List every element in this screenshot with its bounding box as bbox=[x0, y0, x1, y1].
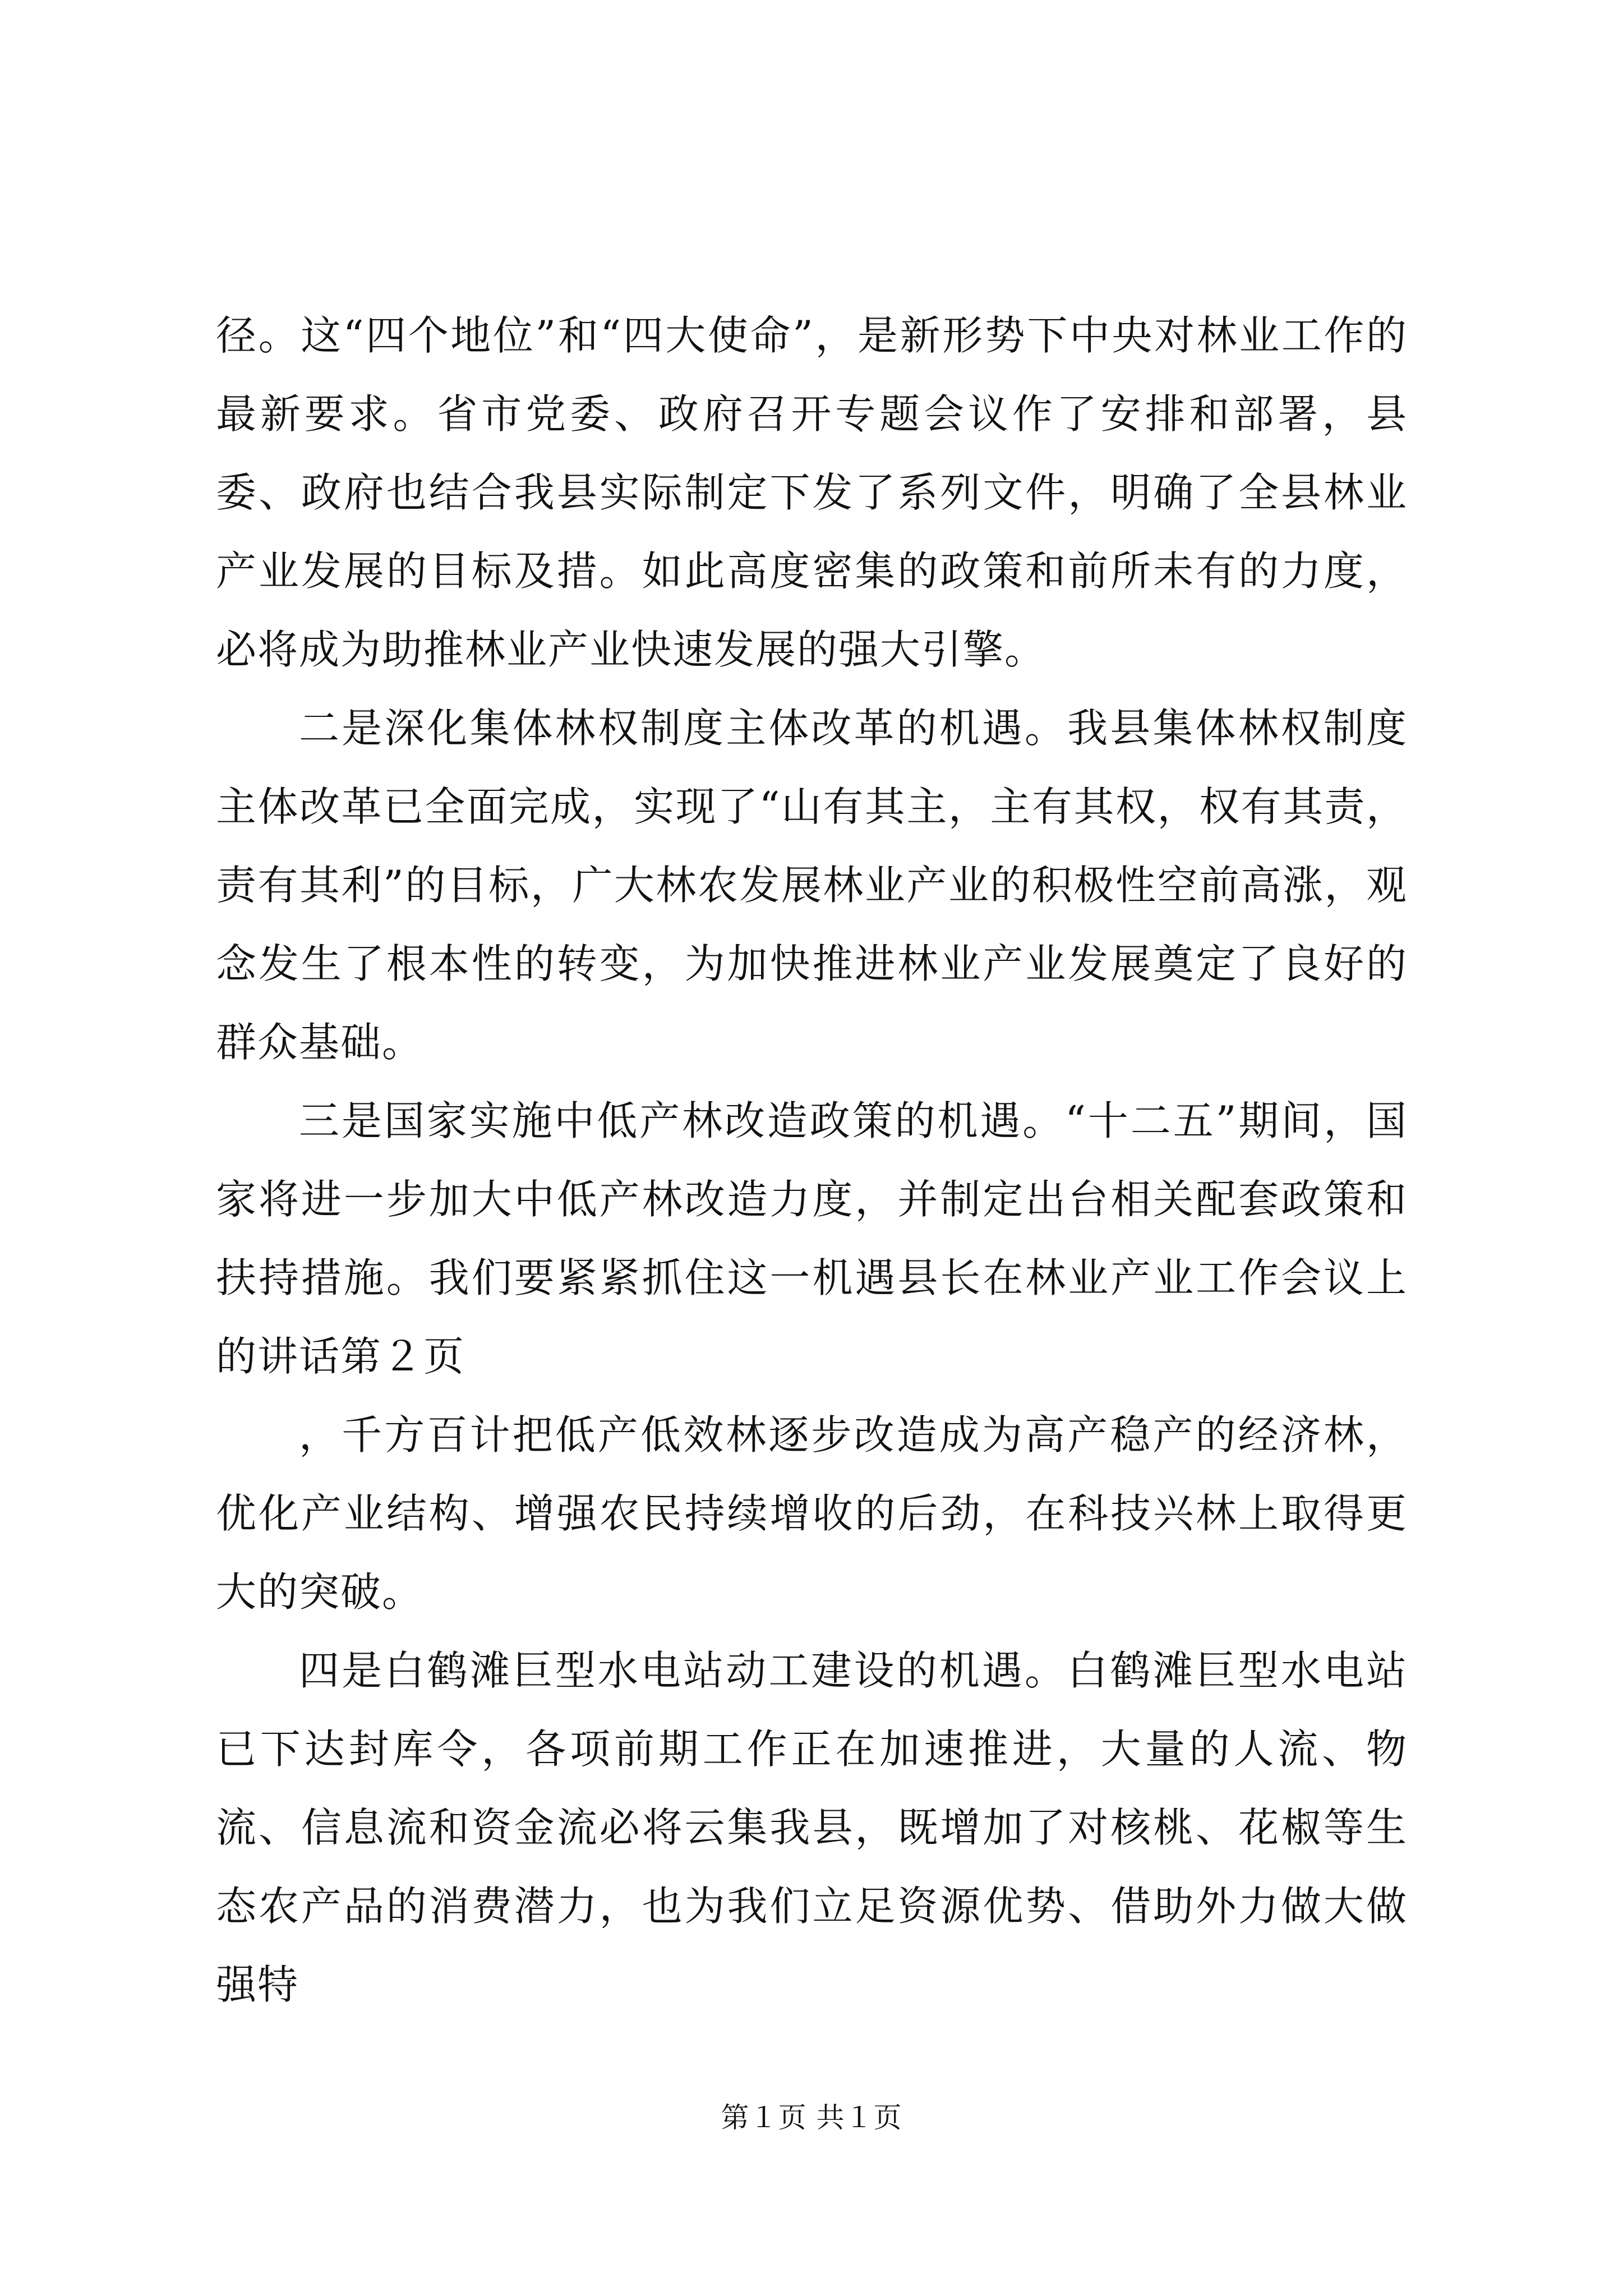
paragraph-low-yield-forest-continuation: ，千方百计把低产低效林逐步改造成为高产稳产的经济林，优化产业结构、增强农民持续增收的后劲，在科技兴林上取得更大的突破。 bbox=[216, 1411, 1408, 1616]
paragraph-collective-forest-reform: 二是深化集体林权制度主体改革的机遇。我县集体林权制度主体改革已全面完成，实现了“山有其主，主有其权，权有其责，责有其利”的目标，广大林农发展林业产业的积极性空前高涨，观念发生了根本性的转变，为加快推进林业产业发展奠定了良好的群众基础。 bbox=[216, 705, 1408, 1066]
page-footer: 第１页 共１页 bbox=[721, 2101, 902, 2134]
body-text bbox=[216, 296, 1408, 2024]
paragraph-continuation: 径。这“四个地位”和“四大使命”，是新形势下中央对林业工作的最新要求。省市党委、政府召开专题会议作了安排和部署，县委、政府也结合我县实际制定下发了系列文件，明确了全县林业产业发展的目标及措。如此高度密集的政策和前所未有的力度，必将成为助推林业产业快速发展的强大引擎。 bbox=[216, 312, 1408, 673]
paragraph-baihetan-hydropower: 四是白鹤滩巨型水电站动工建设的机遇。白鹤滩巨型水电站已下达封库令，各项前期工作正在加速推进，大量的人流、物流、信息流和资金流必将云集我县，既增加了对核桃、花椒等生态农产品的消费潜力，也为我们立足资源优势、借助外力做大做强特 bbox=[216, 1647, 1408, 2008]
paragraph-low-yield-forest-policy: 三是国家实施中低产林改造政策的机遇。“十二五”期间，国家将进一步加大中低产林改造力度，并制定出台相关配套政策和扶持措施。我们要紧紧抓住这一机遇县长在林业产业工作会议上的讲话第２页 bbox=[216, 1097, 1408, 1380]
